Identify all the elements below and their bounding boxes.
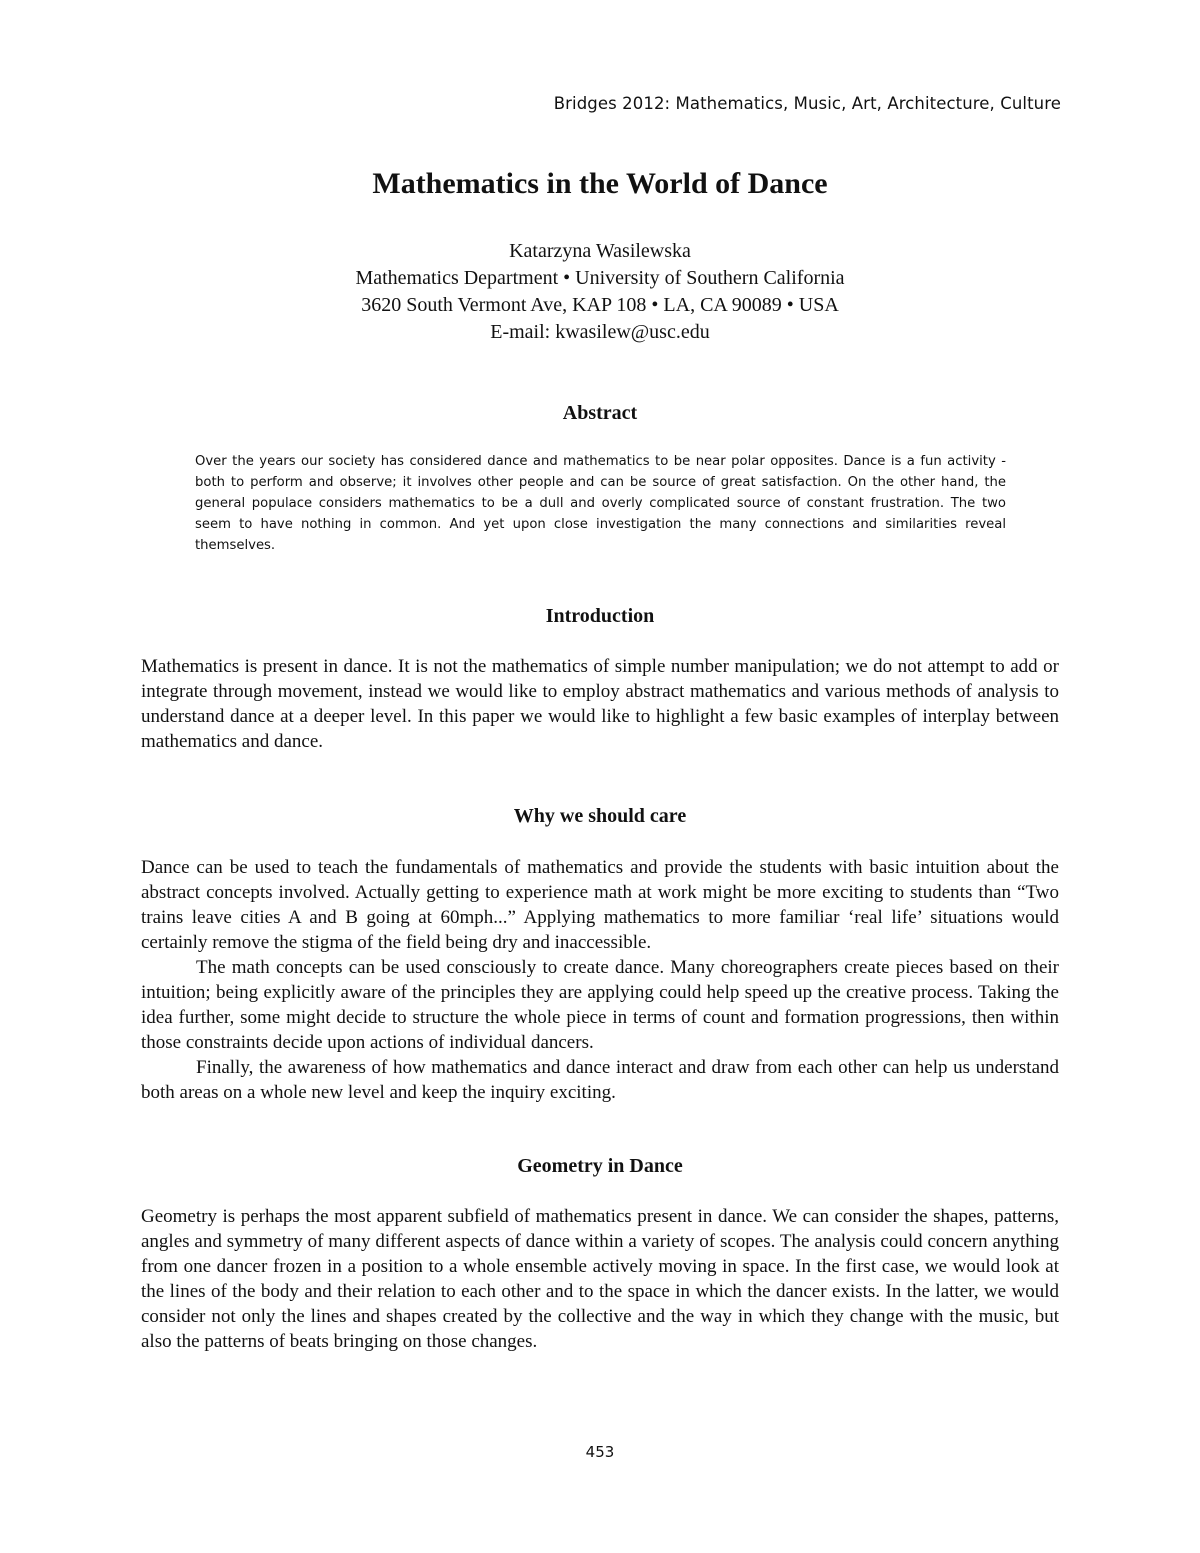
introduction-heading: Introduction (545, 605, 655, 627)
why-care-paragraph-1: Dance can be used to teach the fundamentals of mathematics and provide the students with basic intuition about the abstract concepts involved. Actually getting to experience math at work might be more exciting to students than “Two trains leave cities A and B going at 60mph...” Applying mathematics to more familiar ‘real life’ situations would certainly remove the stigma of the field being dry and inaccessible. (141, 857, 1059, 953)
introduction-paragraph: Mathematics is present in dance. It is not the mathematics of simple number manipulation; we do not attempt to add or integrate through movement, instead we would like to employ abstract mathematics and various methods of analysis to understand dance at a deeper level. In this paper we would like to highlight a few basic examples of interplay between mathematics and dance. (141, 656, 1059, 752)
geometry-paragraph: Geometry is perhaps the most apparent subfield of mathematics present in dance. We can consider the shapes, patterns, angles and symmetry of many different aspects of dance within a variety of scopes. The analysis could concern anything from one dancer frozen in a position to a whole ensemble actively moving in space. In the first case, we would look at the lines of the body and their relation to each other and to the space in which the dancer exists. In the latter, we would consider not only the lines and shapes created by the collective and the way in which they change with the music, but also the patterns of beats bringing on those changes. (141, 1206, 1059, 1352)
author-affiliation: Mathematics Department • University of Southern California (355, 267, 845, 289)
page-number: 453 (585, 1443, 615, 1461)
geometry-heading: Geometry in Dance (517, 1155, 683, 1177)
abstract-text: Over the years our society has considered dance and mathematics to be near polar opposites. Dance is a fun activity - both to perform and observe; it involves other people and can be source of great satisfaction. On the other hand, the general populace considers mathematics to be a dull and overly complicated source of constant frustration. The two seem to have nothing in common. And yet upon close investigation the many connections and similarities reveal themselves. (195, 454, 1006, 553)
author-address: 3620 South Vermont Ave, KAP 108 • LA, CA 90089 • USA (361, 294, 839, 316)
why-care-heading: Why we should care (513, 805, 687, 827)
author-email: E-mail: kwasilew@usc.edu (490, 321, 710, 343)
running-header: Bridges 2012: Mathematics, Music, Art, Architecture, Culture (553, 94, 1061, 113)
author-name: Katarzyna Wasilewska (509, 240, 691, 262)
paper-title: Mathematics in the World of Dance (372, 167, 828, 200)
abstract-heading: Abstract (562, 402, 638, 424)
why-care-paragraph-2: The math concepts can be used consciously to create dance. Many choreographers create pieces based on their intuition; being explicitly aware of the principles they are applying could help speed up the creative process. Taking the idea further, some might decide to structure the whole piece in terms of count and formation progressions, then within those constraints decide upon actions of individual dancers. (141, 957, 1059, 1053)
geometry-body (141, 1204, 1059, 1354)
why-care-body (141, 855, 1059, 1105)
introduction-body (141, 654, 1059, 754)
author-block (0, 238, 1200, 346)
why-care-paragraph-3: Finally, the awareness of how mathematics and dance interact and draw from each other can help us understand both areas on a whole new level and keep the inquiry exciting. (141, 1057, 1059, 1103)
